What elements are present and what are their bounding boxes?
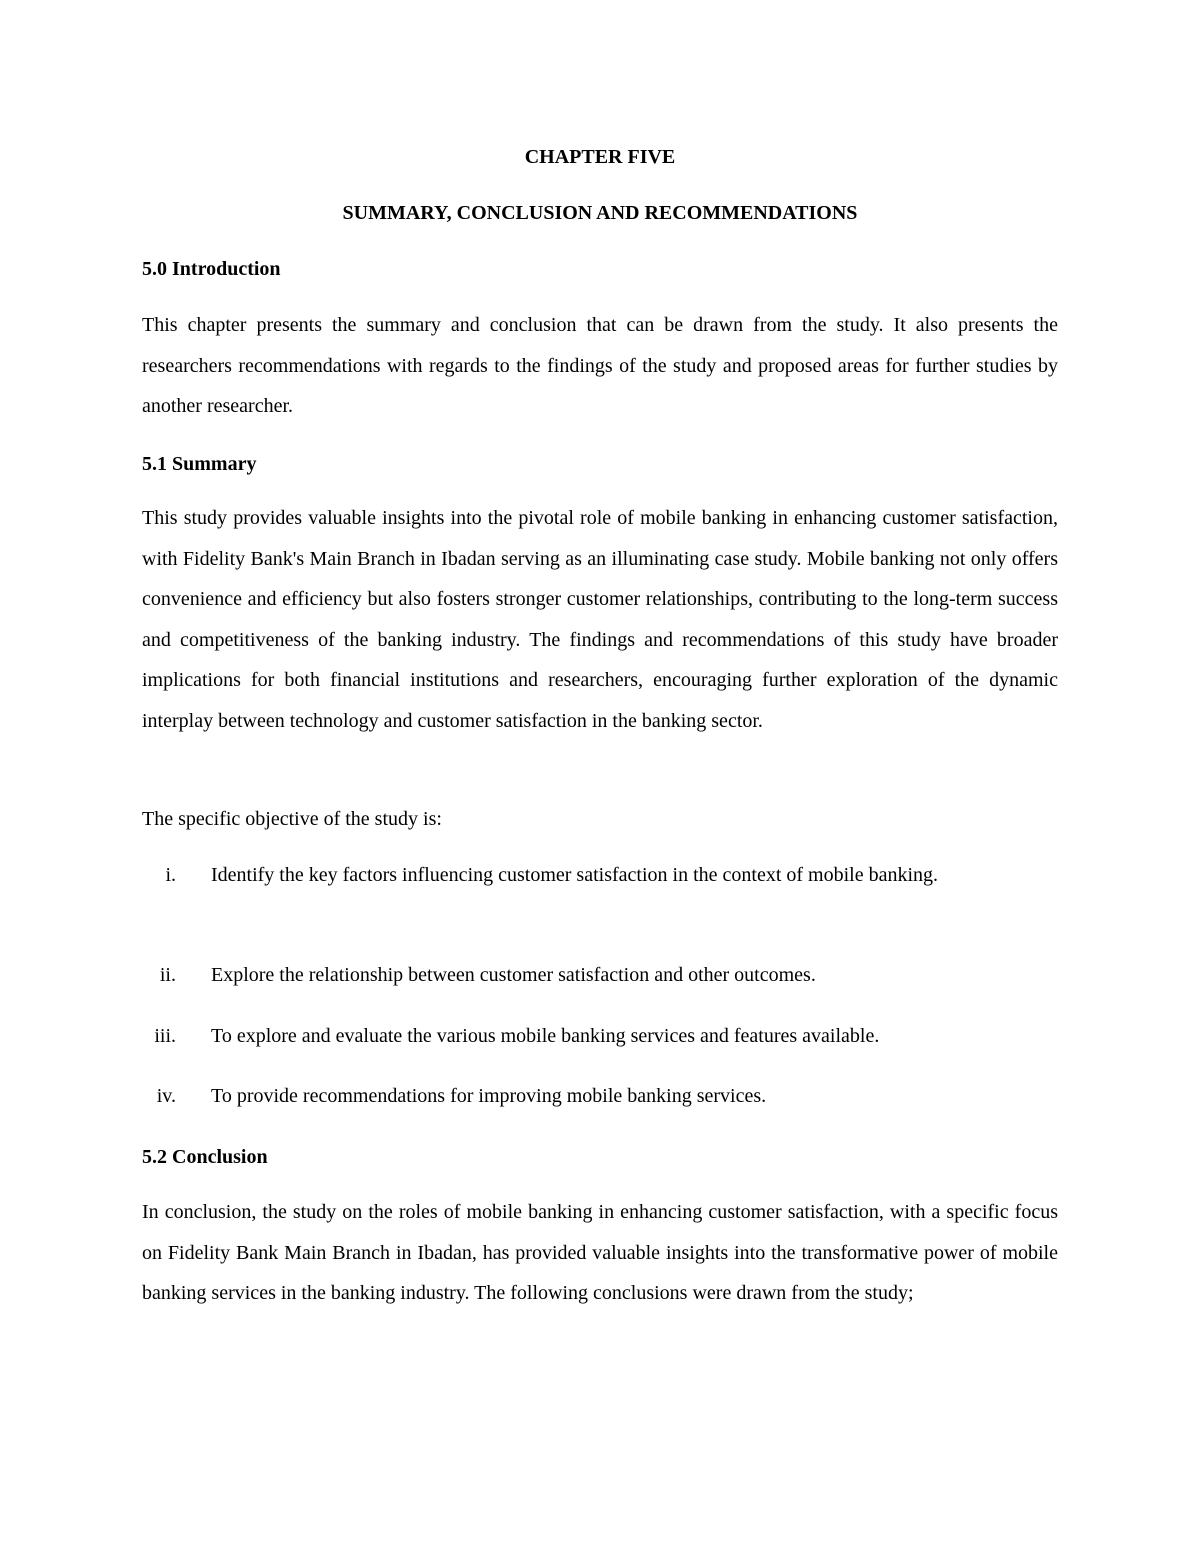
list-item-number: ii. [159, 964, 176, 986]
chapter-title: SUMMARY, CONCLUSION AND RECOMMENDATIONS [342, 202, 858, 224]
conclusion-paragraph: In conclusion, the study on the roles of mobile banking in enhancing customer satisfaction, with a specific focus on Fidelity Bank Main Branch in Ibadan, has provided valuable insights into the transformative power of mobile banking services in the banking industry. The following conclusions were drawn from the study; [142, 1201, 1058, 1305]
objective-intro: The specific objective of the study is: [142, 808, 442, 830]
list-item-text: Explore the relationship between customer satisfaction and other outcomes. [211, 964, 816, 986]
list-item-text: To explore and evaluate the various mobile banking services and features available. [211, 1025, 880, 1047]
summary-paragraph: This study provides valuable insights into the pivotal role of mobile banking in enhancing customer satisfaction, with Fidelity Bank's Main Branch in Ibadan serving as an illuminating case study. Mobile banking not only offers convenience and efficiency but also fosters stronger customer relationships, contributing to the long-term success and competitiveness of the banking industry. The findings and recommendations of this study have broader implications for both financial institutions and researchers, encouraging further exploration of the dynamic interplay between technology and customer satisfaction in the banking sector. [142, 507, 1058, 732]
summary-heading: 5.1 Summary [142, 453, 257, 475]
list-item-number: iv. [156, 1085, 176, 1107]
introduction-paragraph: This chapter presents the summary and conclusion that can be drawn from the study. It also presents the researchers recommendations with regards to the findings of the study and proposed areas for further studies by another researcher. [142, 314, 1058, 418]
list-item-number: iii. [154, 1025, 176, 1047]
introduction-heading: 5.0 Introduction [142, 258, 281, 280]
chapter-label: CHAPTER FIVE [524, 146, 676, 168]
conclusion-heading: 5.2 Conclusion [142, 1146, 268, 1168]
list-item-number: i. [165, 864, 176, 886]
list-item-text: To provide recommendations for improving mobile banking services. [211, 1085, 767, 1107]
list-item-text: Identify the key factors influencing customer satisfaction in the context of mobile banking. [211, 864, 939, 886]
